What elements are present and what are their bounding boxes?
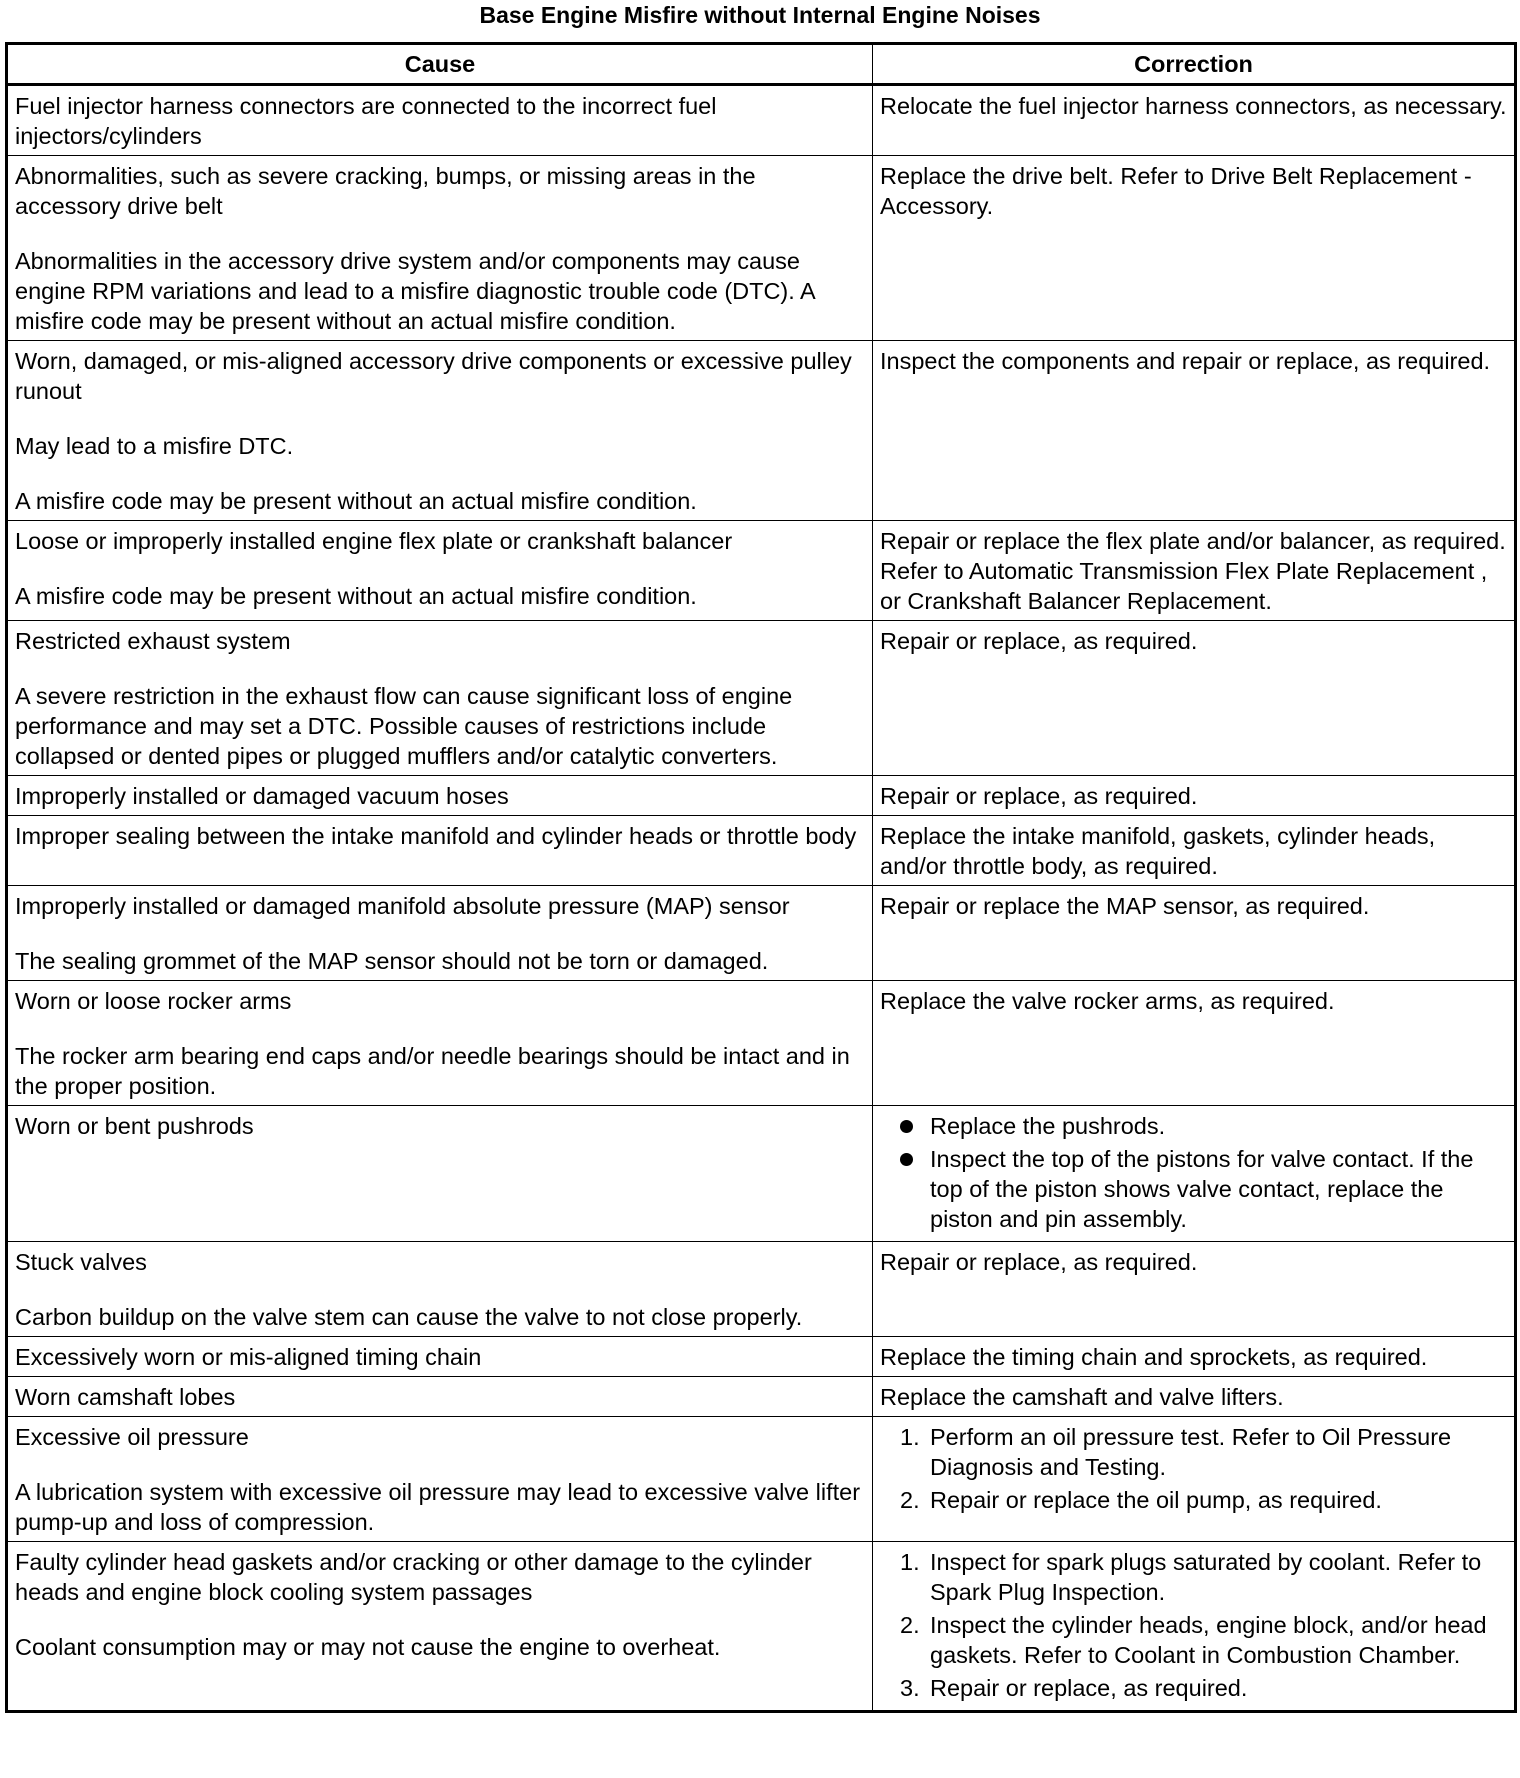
bullet-text: Replace the pushrods. <box>930 1113 1166 1139</box>
correction-cell <box>873 886 1516 981</box>
cause-text: Worn or loose rocker arms <box>15 988 292 1014</box>
cause-cell <box>7 521 873 621</box>
correction-text: Relocate the fuel injector harness connectors, as necessary. <box>880 93 1507 119</box>
table-header-row <box>7 44 1516 85</box>
cause-note: A misfire code may be present without an actual misfire condition. <box>15 583 697 609</box>
step-number: 2. <box>900 1487 920 1513</box>
cause-text: Improper sealing between the intake manifold and cylinder heads or throttle body <box>15 823 857 849</box>
correction-cell <box>873 981 1516 1106</box>
table-row <box>7 341 1516 521</box>
correction-text: Replace the intake manifold, gaskets, cylinder heads, and/or throttle body, as required. <box>880 823 1436 879</box>
cause-text: Improperly installed or damaged vacuum hoses <box>15 783 509 809</box>
correction-text: Repair or replace the flex plate and/or balancer, as required. Refer to Automatic Transmission Flex Plate Replacement , or Crankshaft Balancer Replacement. <box>880 528 1506 614</box>
cause-cell <box>7 1337 873 1377</box>
table-row <box>7 1337 1516 1377</box>
correction-text: Repair or replace the MAP sensor, as required. <box>880 893 1370 919</box>
cause-note: A lubrication system with excessive oil pressure may lead to excessive valve lifter pump-up and loss of compression. <box>15 1479 861 1535</box>
cause-cell <box>7 1106 873 1242</box>
cause-text: Worn, damaged, or mis-aligned accessory drive components or excessive pulley runout <box>15 348 852 404</box>
table-row <box>7 1417 1516 1542</box>
correction-cell <box>873 1337 1516 1377</box>
correction-cell <box>873 1106 1516 1242</box>
correction-text: Repair or replace, as required. <box>880 1249 1198 1275</box>
step-text: Perform an oil pressure test. Refer to Oil Pressure Diagnosis and Testing. <box>930 1424 1452 1480</box>
cause-note: The sealing grommet of the MAP sensor should not be torn or damaged. <box>15 948 769 974</box>
bullet-icon <box>900 1120 913 1133</box>
cause-text: Loose or improperly installed engine flex plate or crankshaft balancer <box>15 528 733 554</box>
cause-text: Stuck valves <box>15 1249 147 1275</box>
cause-note: May lead to a misfire DTC. <box>15 433 294 459</box>
table-row <box>7 1106 1516 1242</box>
list-item <box>880 1422 1507 1482</box>
correction-step-list <box>880 1547 1507 1703</box>
list-item <box>880 1485 1507 1515</box>
step-text: Inspect for spark plugs saturated by coolant. Refer to Spark Plug Inspection. <box>930 1549 1482 1605</box>
cause-text: Improperly installed or damaged manifold absolute pressure (MAP) sensor <box>15 893 790 919</box>
correction-text: Replace the valve rocker arms, as required. <box>880 988 1335 1014</box>
cause-text: Abnormalities, such as severe cracking, bumps, or missing areas in the accessory drive belt <box>15 163 756 219</box>
table-row <box>7 886 1516 981</box>
cause-cell <box>7 1542 873 1712</box>
correction-text: Repair or replace, as required. <box>880 783 1198 809</box>
table-row <box>7 816 1516 886</box>
step-number: 2. <box>900 1612 920 1638</box>
correction-bullet-list <box>880 1111 1507 1234</box>
list-item <box>880 1610 1507 1670</box>
cause-note: Carbon buildup on the valve stem can cause the valve to not close properly. <box>15 1304 803 1330</box>
correction-step-list <box>880 1422 1507 1515</box>
cause-note: A misfire code may be present without an actual misfire condition. <box>15 488 697 514</box>
table-row <box>7 776 1516 816</box>
correction-cell <box>873 156 1516 341</box>
table-row <box>7 1377 1516 1417</box>
table-row <box>7 521 1516 621</box>
list-item <box>880 1547 1507 1607</box>
correction-cell <box>873 521 1516 621</box>
list-item <box>880 1111 1507 1141</box>
cause-cell <box>7 886 873 981</box>
list-item <box>880 1673 1507 1703</box>
cause-note: Abnormalities in the accessory drive system and/or components may cause engine RPM variations and lead to a misfire diagnostic trouble code (DTC). A misfire code may be present without an actual misfire condition. <box>15 248 815 334</box>
step-text: Repair or replace, as required. <box>930 1675 1248 1701</box>
cause-cell <box>7 341 873 521</box>
table-row <box>7 981 1516 1106</box>
cause-text: Worn or bent pushrods <box>15 1113 254 1139</box>
diagnosis-table <box>5 42 1517 1713</box>
cause-note: Coolant consumption may or may not cause the engine to overheat. <box>15 1634 721 1660</box>
table-row <box>7 1242 1516 1337</box>
cause-cell <box>7 85 873 156</box>
table-row <box>7 156 1516 341</box>
cause-text: Worn camshaft lobes <box>15 1384 236 1410</box>
cause-cell <box>7 621 873 776</box>
step-number: 3. <box>900 1675 920 1701</box>
correction-text: Replace the timing chain and sprockets, as required. <box>880 1344 1428 1370</box>
table-row <box>7 621 1516 776</box>
cause-text: Fuel injector harness connectors are connected to the incorrect fuel injectors/cylinders <box>15 93 717 149</box>
step-number: 1. <box>900 1424 920 1450</box>
correction-cell <box>873 1377 1516 1417</box>
correction-cell <box>873 341 1516 521</box>
cause-cell <box>7 1377 873 1417</box>
cause-cell <box>7 156 873 341</box>
cause-cell <box>7 1417 873 1542</box>
cause-note: The rocker arm bearing end caps and/or needle bearings should be intact and in the proper position. <box>15 1043 850 1099</box>
step-text: Inspect the cylinder heads, engine block, and/or head gaskets. Refer to Coolant in Combustion Chamber. <box>930 1612 1487 1668</box>
page-title: Base Engine Misfire without Internal Engine Noises <box>479 2 1041 28</box>
cause-text: Restricted exhaust system <box>15 628 291 654</box>
list-item <box>880 1144 1507 1234</box>
correction-cell <box>873 1542 1516 1712</box>
correction-text: Replace the camshaft and valve lifters. <box>880 1384 1284 1410</box>
cause-note: A severe restriction in the exhaust flow can cause significant loss of engine performance and may set a DTC. Possible causes of restrictions include collapsed or dented pipes or plugged mufflers and/or catalytic converters. <box>15 683 793 769</box>
column-header-cause: Cause <box>7 44 873 85</box>
cause-cell <box>7 981 873 1106</box>
correction-text: Repair or replace, as required. <box>880 628 1198 654</box>
correction-text: Replace the drive belt. Refer to Drive Belt Replacement - Accessory. <box>880 163 1472 219</box>
cause-text: Faulty cylinder head gaskets and/or cracking or other damage to the cylinder heads and engine block cooling system passages <box>15 1549 812 1605</box>
step-number: 1. <box>900 1549 920 1575</box>
bullet-text: Inspect the top of the pistons for valve contact. If the top of the piston shows valve contact, replace the piston and pin assembly. <box>930 1146 1474 1232</box>
bullet-icon <box>900 1153 913 1166</box>
correction-cell <box>873 85 1516 156</box>
cause-cell <box>7 776 873 816</box>
correction-text: Inspect the components and repair or replace, as required. <box>880 348 1491 374</box>
cause-text: Excessively worn or mis-aligned timing chain <box>15 1344 482 1370</box>
cause-cell <box>7 1242 873 1337</box>
step-text: Repair or replace the oil pump, as required. <box>930 1487 1382 1513</box>
cause-cell <box>7 816 873 886</box>
correction-cell <box>873 1417 1516 1542</box>
table-row <box>7 1542 1516 1712</box>
column-header-correction: Correction <box>873 44 1516 85</box>
correction-cell <box>873 776 1516 816</box>
correction-cell <box>873 621 1516 776</box>
cause-text: Excessive oil pressure <box>15 1424 249 1450</box>
correction-cell <box>873 816 1516 886</box>
correction-cell <box>873 1242 1516 1337</box>
table-row <box>7 85 1516 156</box>
